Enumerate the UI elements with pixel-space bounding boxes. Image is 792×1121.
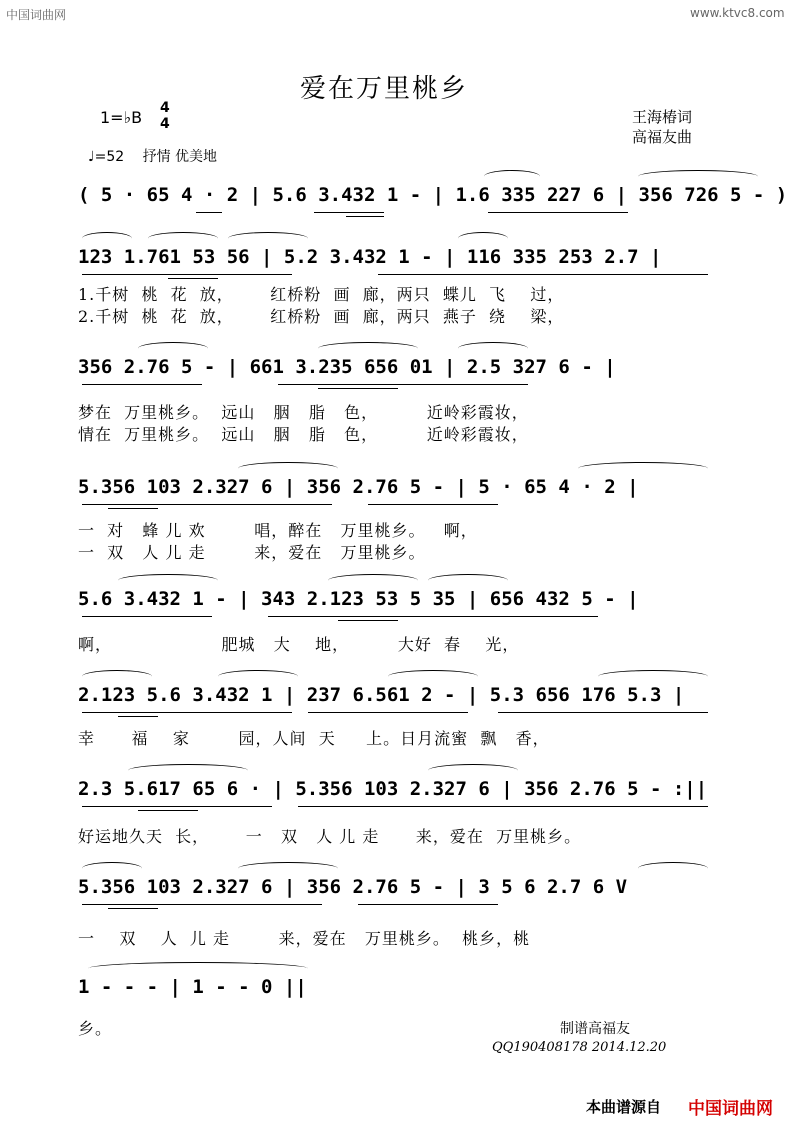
slur	[428, 764, 518, 777]
tempo-bpm: ♩=52	[88, 149, 125, 165]
lyric-line-2: 2.千树 桃 花 放， 红桥粉 画 廊，两只 燕子 绕 梁，	[78, 307, 565, 326]
footer-source: 本曲谱源自	[586, 1098, 662, 1116]
underline	[278, 384, 528, 385]
slur	[238, 862, 338, 875]
notes-row-7: 2.3 5.617 65 6 · | 5.356 103 2.327 6 | 356 2.76 5 - :||	[78, 778, 708, 800]
lyric-line-6: 一 双 人 儿 走 来，爱在 万里桃乡。	[78, 543, 426, 562]
slur	[218, 670, 298, 683]
lyric-line-5: 一 对 蜂 儿 欢 唱，醉在 万里桃乡。 啊，	[78, 521, 478, 540]
underline	[82, 384, 202, 385]
underline	[196, 212, 222, 213]
underline	[82, 274, 292, 275]
underline	[82, 712, 292, 713]
lyricist-credit: 王海椿词	[632, 108, 693, 126]
slur	[148, 232, 218, 245]
lyric-line-4: 情在 万里桃乡。 远山 胭 脂 色， 近岭彩霞妆，	[78, 425, 529, 444]
lyric-line-3: 梦在 万里桃乡。 远山 胭 脂 色， 近岭彩霞妆，	[78, 403, 529, 422]
score-row-5	[78, 580, 718, 640]
time-signature	[160, 100, 170, 132]
underline	[338, 620, 398, 621]
meter-top: 4	[160, 100, 170, 116]
slur	[638, 862, 708, 875]
underline	[346, 216, 384, 217]
underline	[368, 504, 498, 505]
underline	[108, 508, 158, 509]
tempo-expression: 抒情 优美地	[142, 149, 218, 165]
slur	[638, 170, 758, 183]
underline	[358, 904, 498, 905]
slur	[238, 462, 338, 475]
slur	[598, 670, 708, 683]
slur	[118, 574, 218, 587]
tempo-marking	[88, 146, 217, 166]
notes-row-4: 5.356 103 2.327 6 | 356 2.76 5 - | 5 · 65 4 · 2 |	[78, 476, 639, 498]
slur	[328, 574, 418, 587]
lyric-line-9: 好运地久天 长， 一 双 人 儿 走 来，爱在 万里桃乡。	[78, 827, 582, 846]
underline	[298, 806, 708, 807]
lyric-line-8: 幸 福 家 园，人间 天 上。日月流蜜 飘 香，	[78, 729, 550, 748]
arranger-signature: 制谱高福友	[560, 1021, 630, 1037]
score-row-3	[78, 348, 718, 408]
underline	[314, 212, 384, 213]
lyric-line-7: 啊， 肥城 大 地， 大好 春 光，	[78, 635, 520, 654]
underline	[82, 504, 332, 505]
underline	[308, 712, 468, 713]
slur	[228, 232, 308, 245]
notes-row-8: 5.356 103 2.327 6 | 356 2.76 5 - | 3 5 6 2.7 6 V	[78, 876, 628, 898]
composer-credit: 高福友曲	[632, 128, 693, 146]
slur	[82, 232, 132, 245]
meter-bottom: 4	[160, 116, 170, 132]
underline	[82, 904, 322, 905]
underline	[168, 278, 218, 279]
watermark-right: www.ktvc8.com	[690, 6, 785, 20]
slur	[138, 342, 208, 355]
underline	[108, 908, 158, 909]
watermark-left: 中国词曲网	[6, 8, 67, 22]
underline	[82, 616, 212, 617]
underline	[138, 810, 198, 811]
page-title: 爱在万里桃乡	[300, 74, 469, 104]
slur	[458, 342, 528, 355]
score-row-1	[78, 176, 788, 236]
notes-row-6: 2.123 5.6 3.432 1 | 237 6.561 2 - | 5.3 656 176 5.3 |	[78, 684, 685, 706]
slur	[82, 670, 152, 683]
slur	[428, 574, 508, 587]
lyric-line-11: 乡。	[78, 1019, 113, 1038]
lyric-line-1: 1.千树 桃 花 放， 红桥粉 画 廊，两只 蝶儿 飞 过，	[78, 285, 565, 304]
lyric-line-10: 一 双 人 儿 走 来，爱在 万里桃乡。 桃乡，桃	[78, 929, 531, 948]
underline	[488, 212, 628, 213]
underline	[378, 274, 708, 275]
score-row-8	[78, 868, 718, 928]
slur	[82, 862, 142, 875]
qq-date: QQ190408178 2014.12.20	[492, 1040, 667, 1055]
slur	[388, 670, 478, 683]
slur	[578, 462, 708, 475]
slur	[88, 962, 308, 975]
underline	[118, 716, 158, 717]
footer-site-link[interactable]: 中国词曲网	[688, 1099, 773, 1119]
underline	[82, 806, 272, 807]
underline	[498, 712, 708, 713]
notes-row-2: 123 1.761 53 56 | 5.2 3.432 1 - | 116 335 253 2.7 |	[78, 246, 662, 268]
slur	[458, 232, 508, 245]
notes-row-1: ( 5 · 65 4 · 2 | 5.6 3.432 1 - | 1.6 335 227 6 | 356 726 5 - )	[78, 184, 788, 206]
underline	[318, 388, 398, 389]
notes-row-5: 5.6 3.432 1 - | 343 2.123 53 5 35 | 656 432 5 - |	[78, 588, 639, 610]
key-signature: 1=♭B	[100, 108, 143, 127]
slur	[128, 764, 248, 777]
underline	[268, 616, 598, 617]
slur	[484, 170, 540, 183]
slur	[318, 342, 418, 355]
notes-row-9: 1 - - - | 1 - - 0 ||	[78, 976, 307, 998]
score-row-7	[78, 770, 718, 830]
notes-row-3: 356 2.76 5 - | 661 3.235 656 01 | 2.5 327 6 - |	[78, 356, 616, 378]
